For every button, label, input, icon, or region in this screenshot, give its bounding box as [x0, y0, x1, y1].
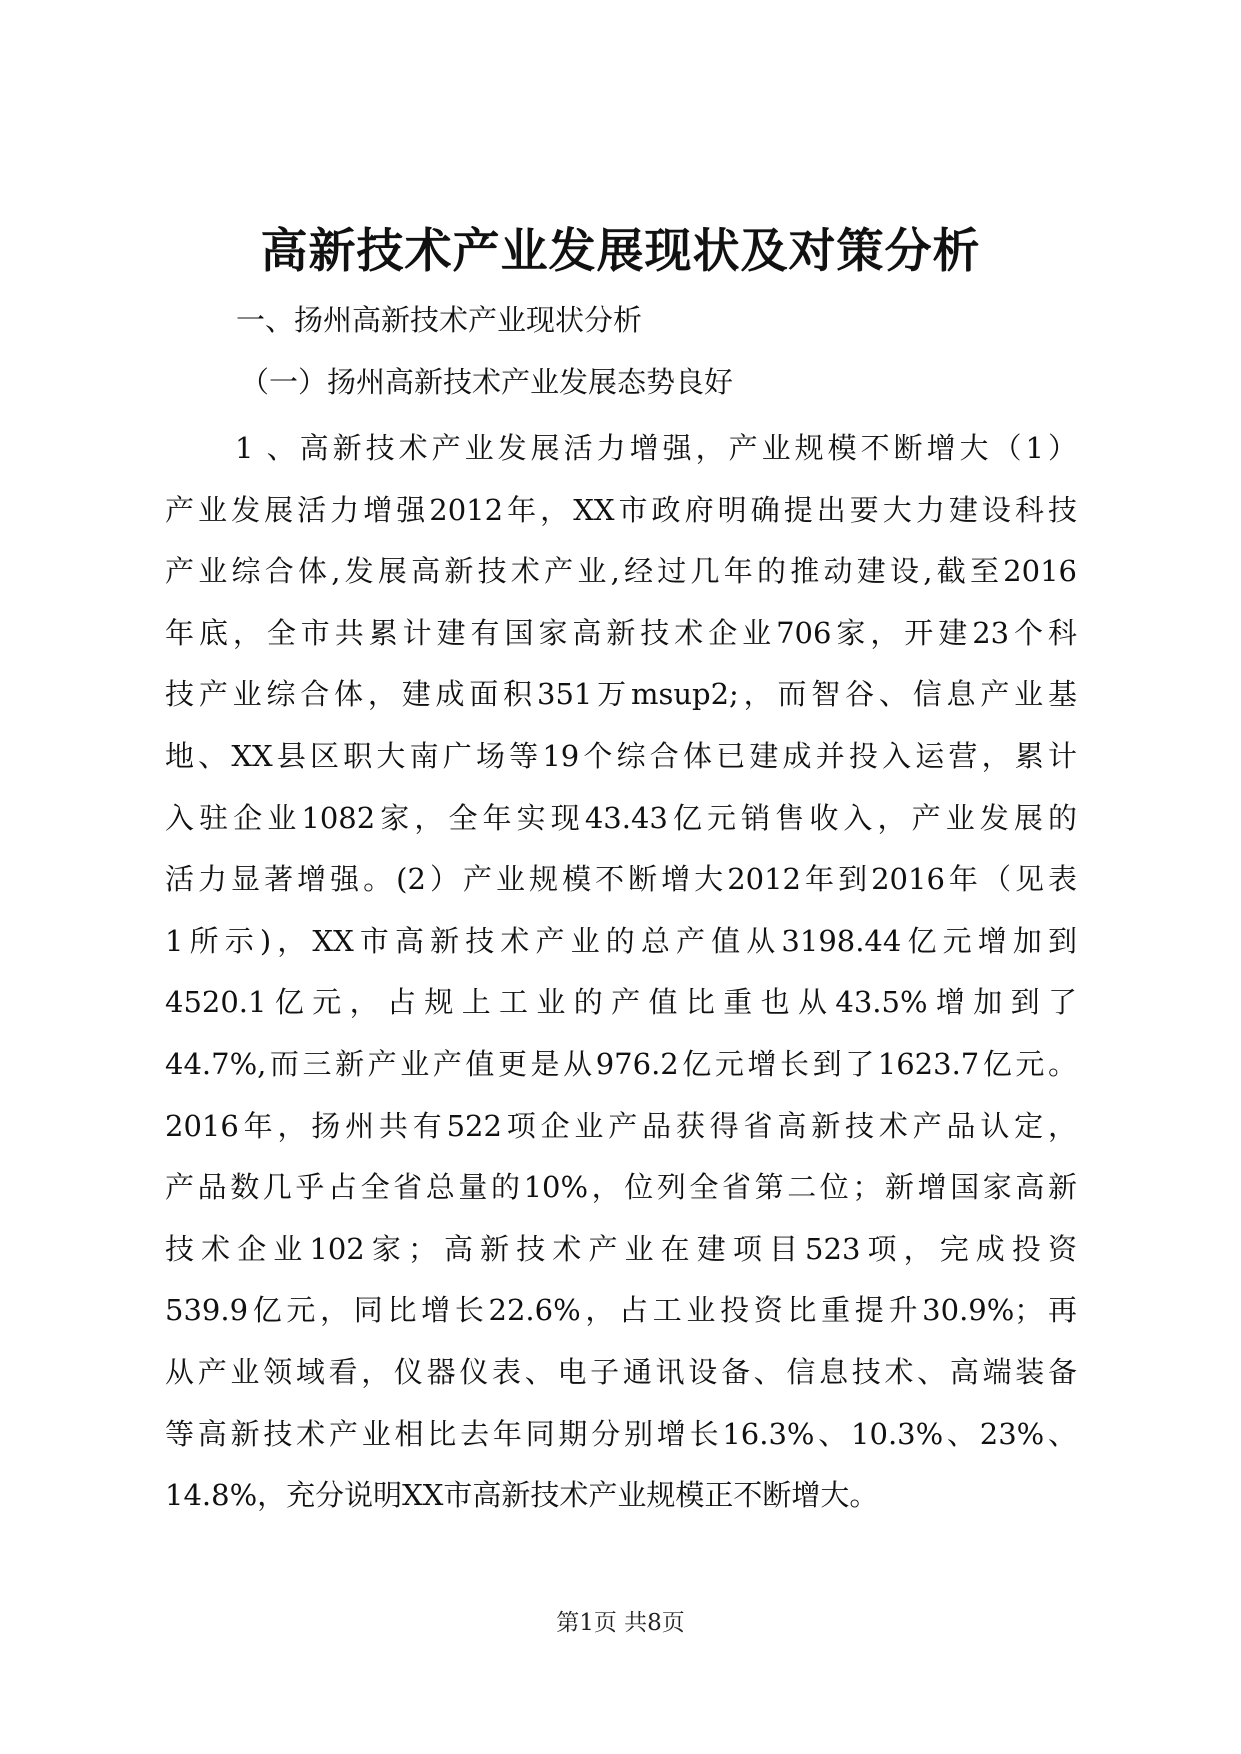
paragraph-line: 4520.1亿元，占规上工业的产值比重也从43.5%增加到了 — [165, 985, 1077, 1020]
paragraph-line: 年底，全市共累计建有国家高新技术企业706家，开建23个科 — [165, 615, 1077, 650]
paragraph-line: 等高新技术产业相比去年同期分别增长16.3%、10.3%、23%、 — [165, 1416, 1077, 1451]
paragraph-line: 539.9亿元，同比增长22.6%，占工业投资比重提升30.9%；再 — [165, 1293, 1077, 1328]
paragraph-line: 活力显著增强。(2）产业规模不断增大2012年到2016年（见表 — [165, 862, 1077, 897]
page-footer: 第1页 共8页 — [556, 1610, 685, 1636]
paragraph-line: 产业综合体,发展高新技术产业,经过几年的推动建设,截至2016 — [165, 554, 1077, 589]
paragraph-line: 1所示)，XX市高新技术产业的总产值从3198.44亿元增加到 — [165, 923, 1077, 958]
section-heading: 一、扬州高新技术产业现状分析 — [236, 303, 643, 337]
body-paragraph — [165, 418, 1077, 1527]
paragraph-line: 地、XX县区职大南广场等19个综合体已建成并投入运营，累计 — [165, 738, 1077, 773]
paragraph-line: 44.7%,而三新产业产值更是从976.2亿元增长到了1623.7亿元。 — [165, 1046, 1077, 1081]
subsection-heading: （一）扬州高新技术产业发展态势良好 — [240, 365, 734, 399]
paragraph-line: 技产业综合体，建成面积351万msup2;，而智谷、信息产业基 — [165, 677, 1077, 712]
paragraph-line: 1 、高新技术产业发展活力增强，产业规模不断增大（1） — [235, 431, 1077, 465]
paragraph-line: 14.8%，充分说明XX市高新技术产业规模正不断增大。 — [165, 1478, 879, 1513]
paragraph-line: 技术企业102家；高新技术产业在建项目523项，完成投资 — [165, 1231, 1077, 1266]
paragraph-line: 从产业领域看，仪器仪表、电子通讯设备、信息技术、高端装备 — [165, 1354, 1077, 1389]
paragraph-line: 产业发展活力增强2012年，XX市政府明确提出要大力建设科技 — [165, 492, 1077, 527]
paragraph-line: 产品数几乎占全省总量的10%，位列全省第二位；新增国家高新 — [165, 1170, 1077, 1205]
document-title: 高新技术产业发展现状及对策分析 — [260, 224, 981, 279]
paragraph-line: 2016年，扬州共有522项企业产品获得省高新技术产品认定， — [165, 1108, 1077, 1143]
paragraph-line: 入驻企业1082家，全年实现43.43亿元销售收入，产业发展的 — [165, 800, 1077, 835]
